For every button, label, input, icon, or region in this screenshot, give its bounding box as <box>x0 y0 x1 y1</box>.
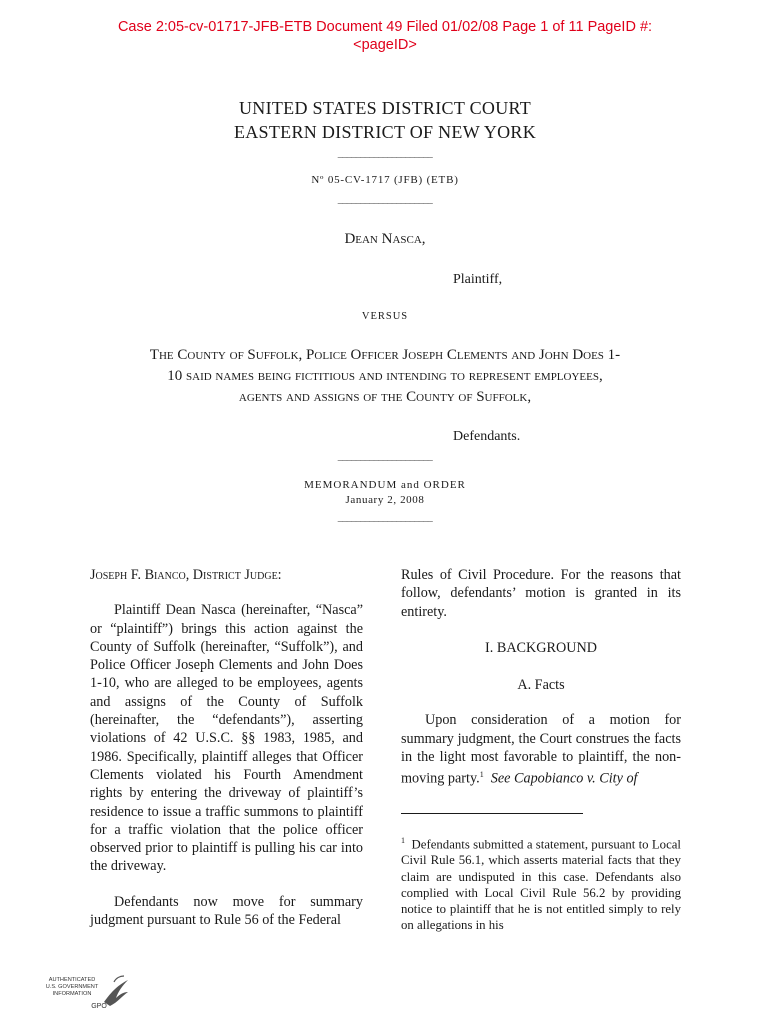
plaintiff-role: Plaintiff, <box>453 272 503 287</box>
seal-text: AUTHENTICATED <box>48 977 96 983</box>
footnote-text: Defendants submitted a statement, pursuant to Local Civil Rule 56.1, which asserts material facts that they claim are undisputed in this case. Defendants also complied with Local Civil Rule 56.2 by providing notice to plaintiff that he is not entitled simply to rely on allegations in his <box>401 837 681 933</box>
footnote-number: 1 <box>401 836 405 845</box>
defendants-line: The County of Suffolk, Police Officer Joseph Clements and John Does 1- <box>149 347 621 363</box>
court-line-2: EASTERN DISTRICT OF NEW YORK <box>233 122 537 142</box>
footnote-divider <box>401 813 583 814</box>
court-name <box>0 96 770 144</box>
memo-date: January 2, 2008 <box>345 494 425 506</box>
case-citation: See Capobianco v. City of <box>490 771 638 788</box>
section-heading: I. BACKGROUND <box>485 639 597 656</box>
left-column <box>90 566 363 929</box>
divider-rule: _____________________ <box>337 451 433 462</box>
judge-line: Joseph F. Bianco, District Judge: <box>90 567 282 583</box>
defendants-role: Defendants. <box>453 429 521 444</box>
case-header-line2: <pageID> <box>353 37 417 53</box>
body-paragraph: Rules of Civil Procedure. For the reasons that follow, defendants’ motion is granted in its entirety. <box>401 567 681 620</box>
body-paragraph <box>401 711 681 788</box>
case-header-line1: Case 2:05-cv-01717-JFB-ETB Document 49 Filed 01/02/08 Page 1 of 11 PageID #: <box>117 19 653 35</box>
seal-text: GPO <box>91 1003 107 1010</box>
case-header <box>0 18 770 54</box>
subsection-heading: A. Facts <box>517 677 565 694</box>
plaintiff-name: Dean Nasca, <box>344 231 426 247</box>
gpo-eagle-icon <box>44 972 132 1016</box>
gpo-authentication-seal <box>44 972 132 1016</box>
memo-title: MEMORANDUM and ORDER <box>304 479 466 491</box>
divider-rule: _____________________ <box>337 148 433 159</box>
defendants-line: 10 said names being fictitious and intending to represent employees, <box>167 368 603 384</box>
body-paragraph: Plaintiff Dean Nasca (hereinafter, “Nasca” or “plaintiff”) brings this action against the County of Suffolk (hereinafter, “Suffolk”), and Police Officer Joseph Clements and John Does 1-10, who are alleged to be employees, agents and assigns of the County of Suffolk (hereinafter, the “defendants”), asserting violations of 42 U.S.C. §§ 1983, 1985, and 1986. Specifically, plaintiff alleges that Officer Clements violated his Fourth Amendment rights by entering the driveway of plaintiff’s residence to issue a traffic summons to plaintiff for a traffic violation that the police officer observed prior to plaintiff is pulling his car into the driveway. <box>90 602 363 875</box>
defendants-caption <box>80 345 690 408</box>
defendants-line: agents and assigns of the County of Suffolk, <box>238 389 532 405</box>
seal-text: INFORMATION <box>52 991 92 997</box>
versus-label: VERSUS <box>361 311 409 322</box>
divider-rule: _____________________ <box>337 194 433 205</box>
footnote <box>401 833 681 933</box>
footnote-reference[interactable]: 1 <box>479 770 484 780</box>
seal-text: U.S. GOVERNMENT <box>45 984 99 990</box>
right-column <box>401 566 681 788</box>
docket-number: Nº 05-CV-1717 (JFB) (ETB) <box>311 174 459 186</box>
court-line-1: UNITED STATES DISTRICT COURT <box>238 98 532 118</box>
paragraph-text: Upon consideration of a motion for summary judgment, the Court construes the facts in the light most favorable to plaintiff, the non-moving party. <box>401 712 681 788</box>
body-paragraph: Defendants now move for summary judgment pursuant to Rule 56 of the Federal <box>90 893 363 929</box>
divider-rule: _____________________ <box>337 512 433 523</box>
